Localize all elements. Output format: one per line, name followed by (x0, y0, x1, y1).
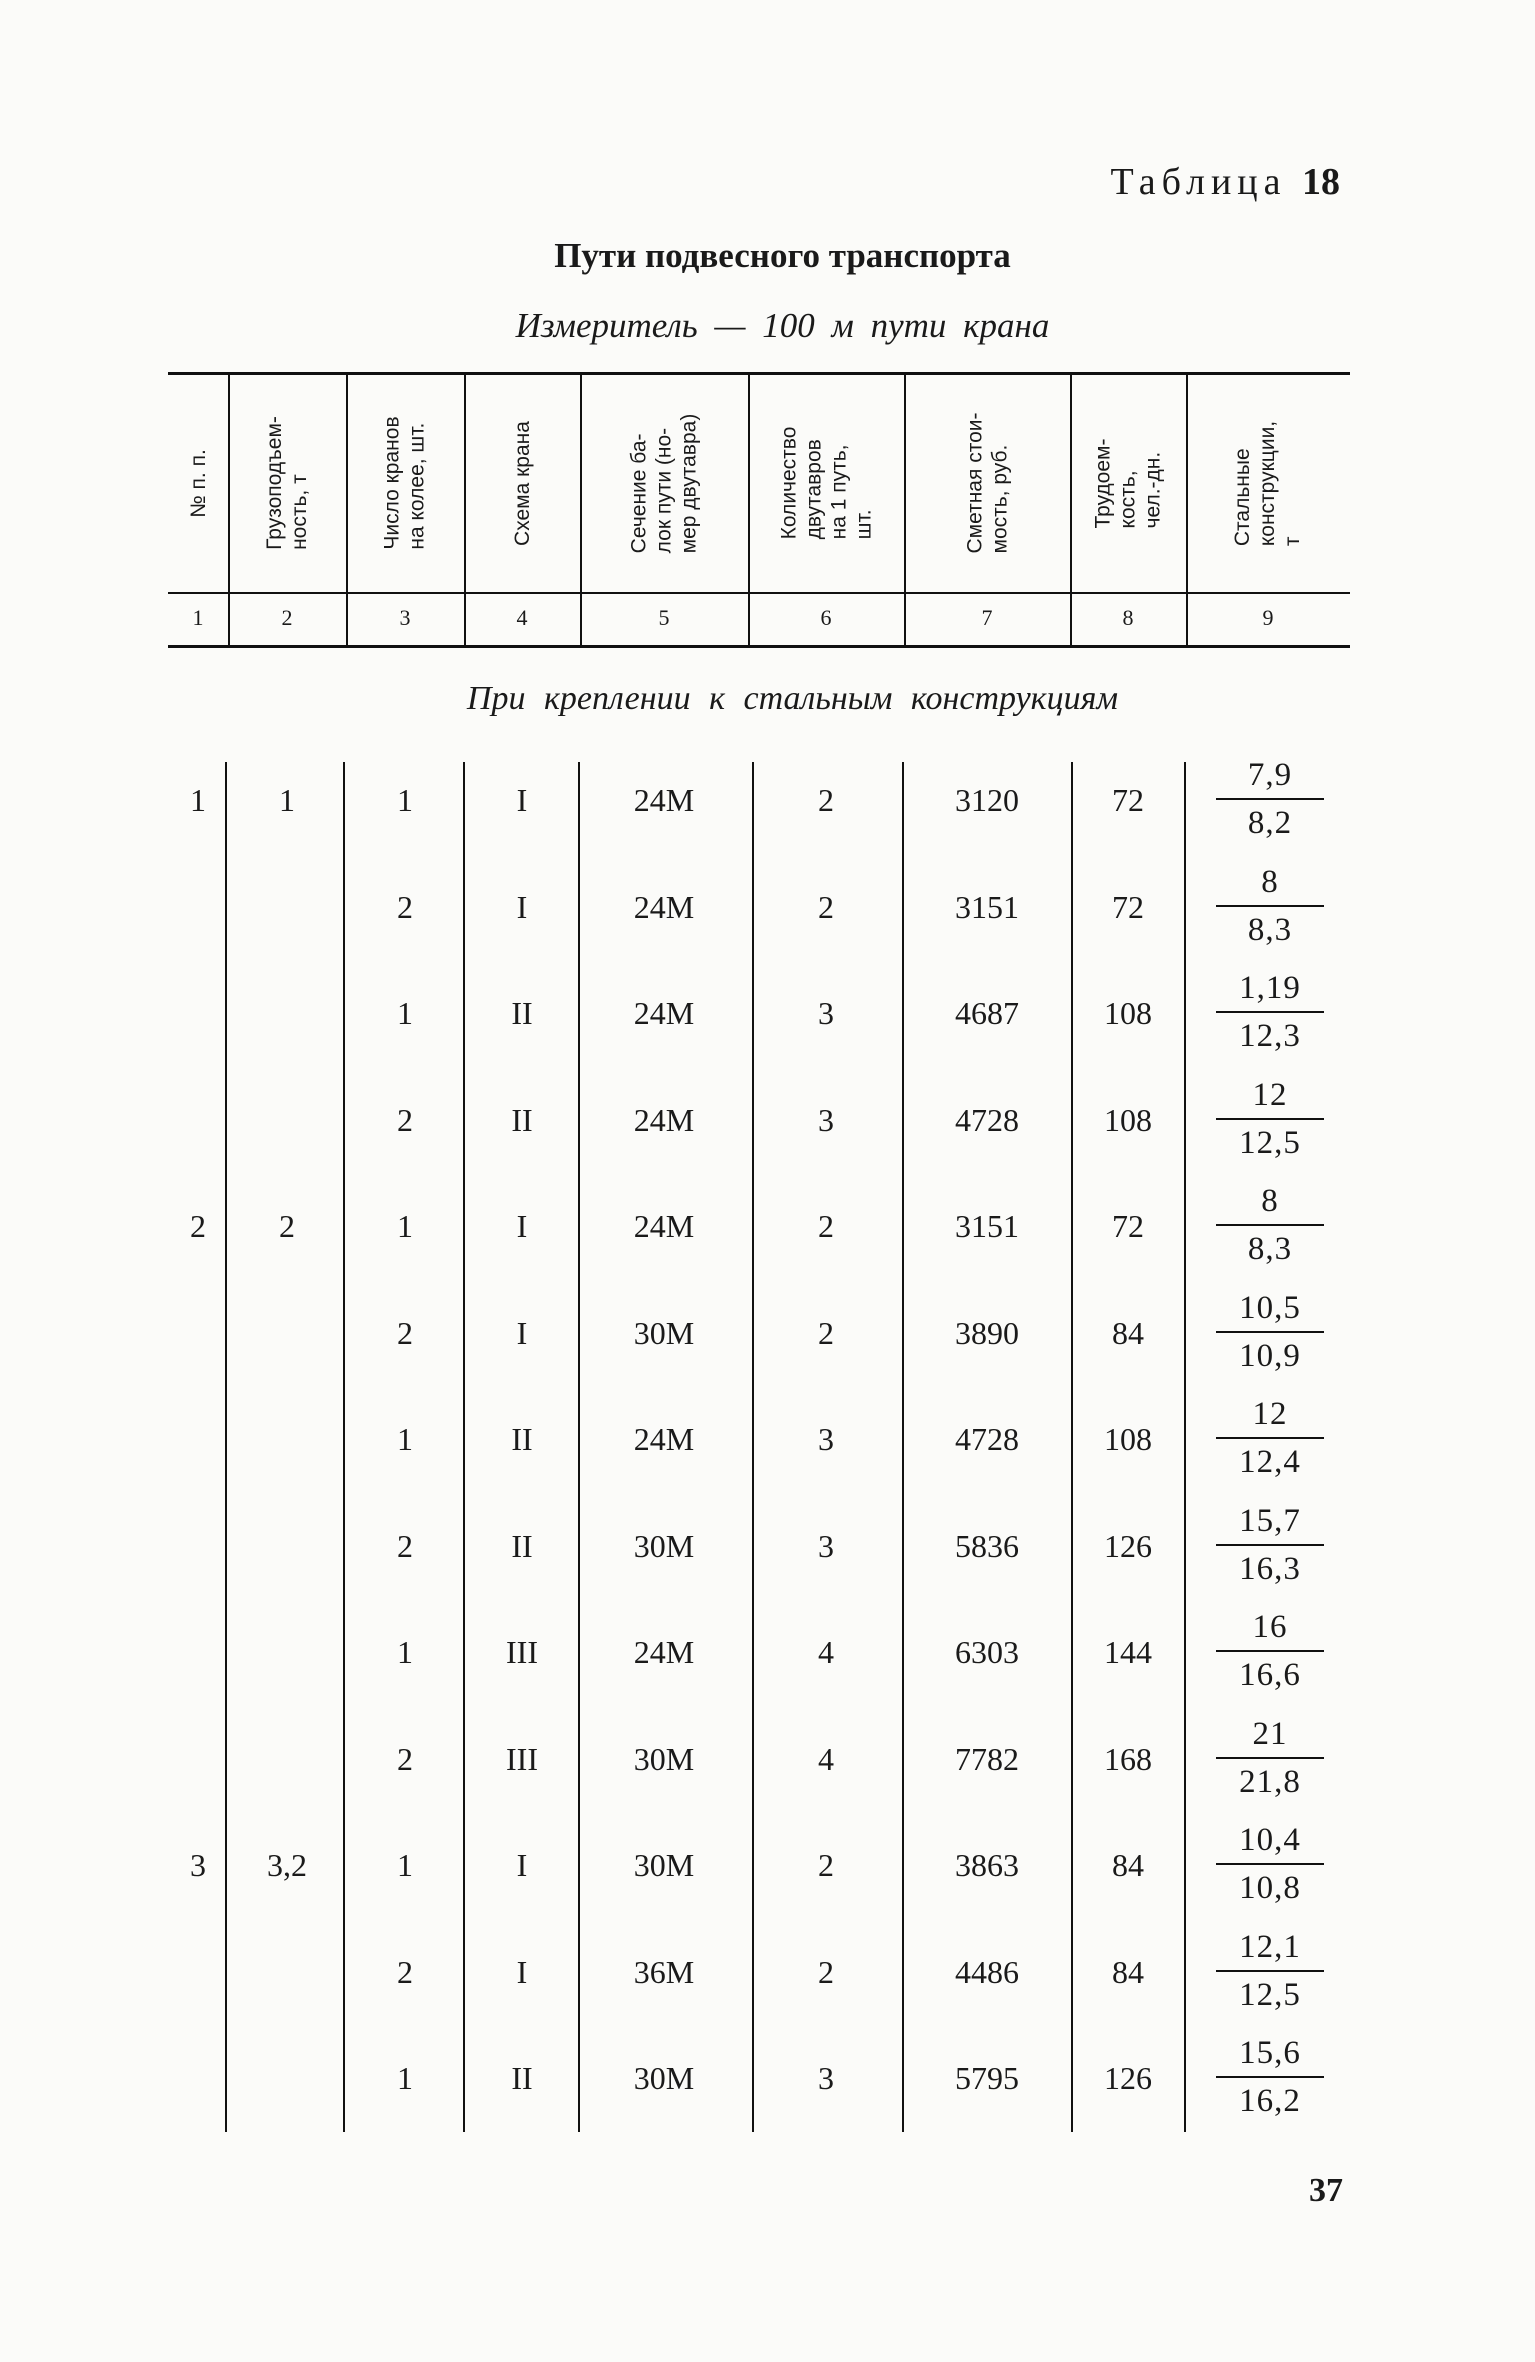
column-header (228, 380, 346, 586)
fraction-bar (1216, 798, 1324, 800)
page-number: 37 (1309, 2172, 1343, 2209)
row-number: 1 (190, 782, 206, 818)
beam-count: 3 (818, 1421, 834, 1457)
steel-fraction (1210, 969, 1330, 1055)
column-number: 5 (658, 605, 670, 630)
table-title: Пути подвесного транспорта (554, 236, 1011, 275)
steel-denominator: 8,2 (1247, 805, 1293, 841)
estimated-cost: 3863 (955, 1847, 1019, 1883)
crane-scheme: I (516, 1208, 528, 1244)
fraction-bar (1216, 2076, 1324, 2078)
crane-count: 1 (397, 1634, 413, 1670)
steel-numerator: 15,6 (1239, 2035, 1301, 2071)
labor-input: 144 (1104, 1634, 1152, 1670)
estimated-cost: 3120 (955, 782, 1019, 818)
crane-scheme: I (516, 888, 528, 925)
table-number (0, 160, 1340, 204)
estimated-cost: 7782 (955, 1740, 1019, 1777)
beam-count: 2 (818, 1847, 834, 1883)
column-header-text: Схема крана (510, 420, 534, 546)
fraction-bar (1216, 1224, 1324, 1226)
fraction-bar (1216, 1650, 1324, 1652)
crane-scheme: I (516, 782, 528, 818)
labor-input: 108 (1104, 995, 1152, 1031)
beam-section: 24М (633, 995, 695, 1031)
steel-fraction (1210, 2034, 1330, 2120)
table-number-value: 18 (1302, 161, 1340, 203)
crane-scheme: II (511, 1421, 533, 1457)
beam-count: 4 (818, 1634, 834, 1670)
column-number: 6 (820, 605, 832, 630)
steel-denominator: 12,5 (1239, 1976, 1301, 2013)
column-header (580, 380, 748, 586)
beam-section: 24М (633, 1101, 695, 1138)
estimated-cost: 4486 (955, 1953, 1019, 1990)
estimated-cost: 4728 (955, 1421, 1019, 1457)
crane-count: 2 (397, 1101, 413, 1138)
steel-fraction (1210, 1928, 1330, 2014)
beam-section: 24М (633, 1634, 695, 1670)
fraction-bar (1216, 1544, 1324, 1546)
beam-section: 30М (633, 1740, 695, 1777)
crane-scheme: II (511, 2060, 533, 2096)
beam-count: 2 (818, 888, 834, 925)
labor-input: 84 (1112, 1314, 1144, 1351)
fraction-bar (1216, 1118, 1324, 1120)
crane-count: 2 (397, 1527, 413, 1564)
column-header (904, 380, 1070, 586)
crane-scheme: II (511, 1527, 533, 1564)
column-number: 3 (399, 605, 411, 630)
steel-numerator: 21 (1252, 1715, 1288, 1752)
steel-numerator: 16 (1252, 1609, 1288, 1645)
beam-count: 3 (818, 2060, 834, 2096)
steel-numerator: 10,4 (1239, 1822, 1301, 1858)
column-header-text: Сметная стои- мость, руб. (962, 412, 1011, 554)
beam-count: 3 (818, 1527, 834, 1564)
section-heading: При креплении к стальным конструкциям (466, 680, 1119, 717)
labor-input: 108 (1104, 1101, 1152, 1138)
column-header-text: № п. п. (186, 448, 210, 518)
estimated-cost: 4687 (955, 995, 1019, 1031)
fraction-bar (1216, 1331, 1324, 1333)
capacity: 3,2 (267, 1847, 307, 1883)
capacity: 2 (279, 1208, 295, 1244)
steel-numerator: 15,7 (1239, 1502, 1301, 1539)
column-header-text: Стальные конструкции, т (1231, 420, 1305, 546)
crane-count: 1 (397, 2060, 413, 2096)
capacity: 1 (279, 782, 295, 818)
estimated-cost: 5795 (955, 2060, 1019, 2096)
beam-section: 30М (633, 1847, 695, 1883)
steel-numerator: 12 (1252, 1076, 1288, 1113)
estimated-cost: 5836 (955, 1527, 1019, 1564)
beam-count: 3 (818, 995, 834, 1031)
column-number: 7 (981, 605, 993, 630)
column-header-text: Количество двутавров на 1 путь, шт. (777, 426, 875, 540)
body-column-rule (225, 762, 227, 2132)
column-header (1186, 380, 1350, 586)
column-number: 9 (1262, 605, 1274, 630)
beam-count: 2 (818, 1314, 834, 1351)
estimated-cost: 6303 (955, 1634, 1019, 1670)
steel-denominator: 8,3 (1247, 1231, 1293, 1267)
column-number: 8 (1122, 605, 1134, 630)
steel-fraction (1210, 1821, 1330, 1907)
steel-denominator: 10,8 (1239, 1870, 1301, 1906)
steel-numerator: 10,5 (1239, 1289, 1301, 1326)
steel-numerator: 7,9 (1247, 757, 1293, 793)
column-header (748, 380, 904, 586)
steel-numerator: 8 (1261, 863, 1279, 900)
fraction-bar (1216, 905, 1324, 907)
beam-count: 2 (818, 782, 834, 818)
steel-fraction (1210, 1502, 1330, 1588)
column-header (168, 380, 228, 586)
body-column-rule (343, 762, 345, 2132)
crane-count: 1 (397, 1208, 413, 1244)
column-header-text: Число кранов на колее, шт. (381, 416, 429, 550)
steel-denominator: 21,8 (1239, 1763, 1301, 1800)
numbering-bottom-rule (168, 645, 1350, 648)
crane-count: 2 (397, 888, 413, 925)
column-number: 2 (281, 605, 293, 630)
steel-denominator: 12,3 (1239, 1018, 1301, 1054)
column-header-text: Трудоем- кость, чел.-дн. (1091, 438, 1165, 528)
crane-count: 1 (397, 995, 413, 1031)
labor-input: 84 (1112, 1847, 1144, 1883)
crane-scheme: I (516, 1314, 528, 1351)
estimated-cost: 3890 (955, 1314, 1019, 1351)
column-header (346, 380, 464, 586)
labor-input: 72 (1112, 1208, 1144, 1244)
table-measure: Измеритель — 100 м пути крана (515, 306, 1050, 345)
crane-count: 2 (397, 1740, 413, 1777)
crane-count: 1 (397, 1421, 413, 1457)
column-header (1070, 380, 1186, 586)
steel-denominator: 10,9 (1239, 1337, 1301, 1374)
steel-denominator: 16,3 (1239, 1550, 1301, 1587)
beam-section: 24М (633, 1421, 695, 1457)
column-header (464, 380, 580, 586)
column-header-text: Сечение ба- лок пути (но- мер двутавра) (627, 413, 701, 553)
fraction-bar (1216, 1863, 1324, 1865)
steel-numerator: 12 (1252, 1396, 1288, 1432)
steel-fraction (1210, 1182, 1330, 1268)
steel-numerator: 1,19 (1239, 970, 1301, 1006)
steel-denominator: 12,5 (1239, 1124, 1301, 1161)
steel-denominator: 8,3 (1247, 911, 1293, 948)
crane-count: 1 (397, 1847, 413, 1883)
estimated-cost: 3151 (955, 888, 1019, 925)
beam-section: 30М (633, 2060, 695, 2096)
estimated-cost: 3151 (955, 1208, 1019, 1244)
beam-section: 24М (633, 782, 695, 818)
steel-fraction (1210, 1608, 1330, 1694)
steel-fraction (1210, 1076, 1330, 1162)
crane-count: 2 (397, 1953, 413, 1990)
beam-section: 24М (633, 888, 695, 925)
steel-numerator: 12,1 (1239, 1928, 1301, 1965)
steel-fraction (1210, 756, 1330, 842)
labor-input: 84 (1112, 1953, 1144, 1990)
fraction-bar (1216, 1011, 1324, 1013)
labor-input: 126 (1104, 2060, 1152, 2096)
labor-input: 126 (1104, 1527, 1152, 1564)
crane-count: 2 (397, 1314, 413, 1351)
beam-count: 2 (818, 1953, 834, 1990)
beam-count: 4 (818, 1740, 834, 1777)
crane-scheme: III (506, 1740, 538, 1777)
labor-input: 168 (1104, 1740, 1152, 1777)
beam-count: 2 (818, 1208, 834, 1244)
crane-scheme: II (511, 1101, 533, 1138)
crane-scheme: I (516, 1847, 528, 1883)
beam-section: 30М (633, 1314, 695, 1351)
steel-denominator: 16,2 (1239, 2083, 1301, 2119)
crane-scheme: III (506, 1634, 538, 1670)
row-number: 2 (190, 1208, 206, 1244)
steel-fraction (1210, 1395, 1330, 1481)
steel-denominator: 12,4 (1239, 1444, 1301, 1480)
steel-denominator: 16,6 (1239, 1657, 1301, 1693)
fraction-bar (1216, 1970, 1324, 1972)
crane-scheme: I (516, 1953, 528, 1990)
table-number-word: Таблица (1110, 161, 1287, 203)
fraction-bar (1216, 1757, 1324, 1759)
labor-input: 72 (1112, 888, 1144, 925)
labor-input: 108 (1104, 1421, 1152, 1457)
steel-fraction (1210, 1715, 1330, 1801)
column-number: 1 (192, 605, 204, 630)
steel-fraction (1210, 1289, 1330, 1375)
crane-scheme: II (511, 995, 533, 1031)
beam-section: 36М (633, 1953, 695, 1990)
beam-section: 30М (633, 1527, 695, 1564)
steel-fraction (1210, 863, 1330, 949)
fraction-bar (1216, 1437, 1324, 1439)
row-number: 3 (190, 1847, 206, 1883)
estimated-cost: 4728 (955, 1101, 1019, 1138)
column-header-text: Грузоподъем- ность, т (263, 416, 312, 550)
labor-input: 72 (1112, 782, 1144, 818)
beam-section: 24М (633, 1208, 695, 1244)
beam-count: 3 (818, 1101, 834, 1138)
steel-numerator: 8 (1261, 1183, 1279, 1219)
crane-count: 1 (397, 782, 413, 818)
column-number: 4 (516, 605, 528, 630)
